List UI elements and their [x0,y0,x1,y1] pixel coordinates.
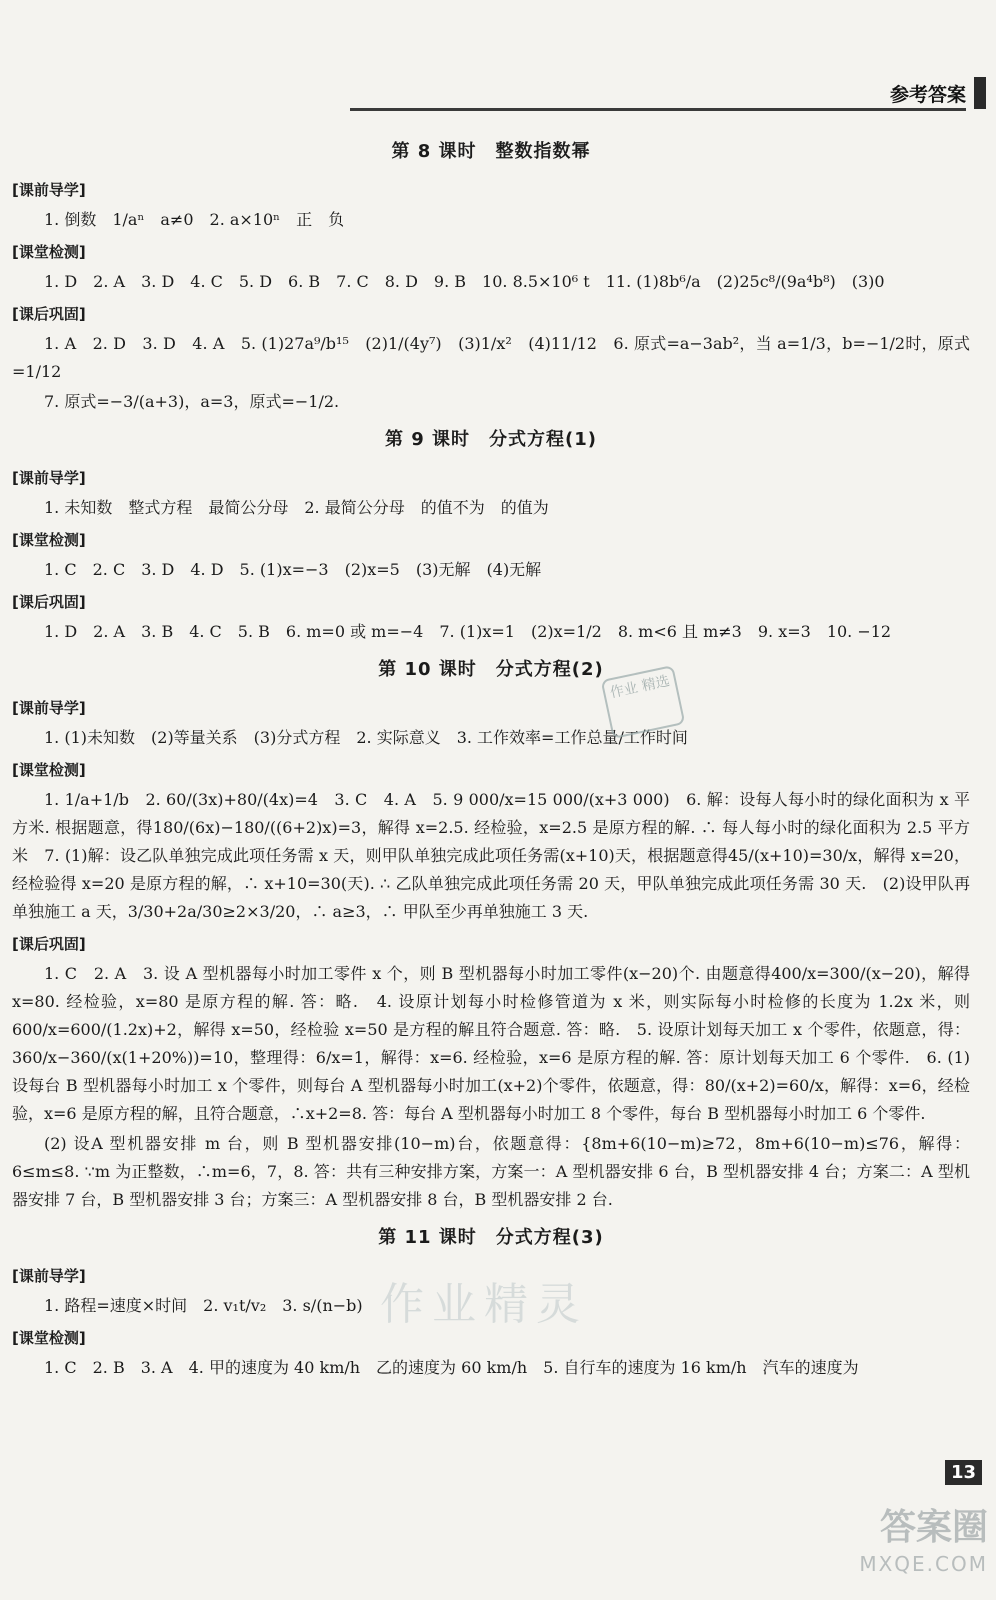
answer-line: 1. C 2. B 3. A 4. 甲的速度为 40 km/h 乙的速度为 60 km/h 5. 自行车的速度为 16 km/h 汽车的速度为 [44,1358,859,1377]
answer-line: 1. 倒数 1/aⁿ a≠0 2. a×10ⁿ 正 负 [44,210,345,229]
section-label: [课前导学] [12,1267,86,1285]
answer-line: 1. C 2. A 3. 设 A 型机器每小时加工零件 x 个，则 B 型机器每小时加工零件(x−20)个. 由题意得400/x=300/(x−20)，解得 x=80. 经检验，x=80 是原方程的解. 答：略. 4. 设原计划每小时检修管道为 x 米，则实际每小时检修的长度为 1.2x 米，则600/x=600/(1.2x)+2，解得 x=50，经检验 x=50 是方程的解且符合题意. 答：略. 5. 设原计划每天加工 x 个零件，依题意，得：360/x−360/(x(1+20%))=10，整理得：6/x=1，解得：x=6. 经检验，x=6 是原方程的解. 答：原计划每天加工 6 个零件. 6. (1) 设每台 B 型机器每小时加工 x 个零件，则每台 A 型机器每小时加工(x+2)个零件，依题意，得：80/(x+2)=60/x，解得：x=6，经检验，x=6 是原方程的解，且符合题意，∴x+2=8. 答：每台 A 型机器每小时加工 8 个零件，每台 B 型机器每小时加工 6 个零件. [12,964,970,1123]
page-header [882,76,986,110]
section-label: [课前导学] [12,181,86,199]
section-label: [课堂检测] [12,1329,86,1347]
section-label: [课堂检测] [12,243,86,261]
section-label: [课前导学] [12,699,86,717]
answer-line: 1. C 2. C 3. D 4. D 5. (1)x=−3 (2)x=5 (3)无解 (4)无解 [44,560,542,579]
stamp-watermark: 作业 精选 [601,665,686,739]
section-label: [课后巩固] [12,935,86,953]
header-rule [350,108,966,111]
answer-line: 7. 原式=−3/(a+3)，a=3，原式=−1/2. [44,392,340,411]
text-watermark: 作业精灵 [380,1279,588,1330]
header-title: 参考答案 [889,83,966,106]
lesson-title: 第 11 课时 分式方程(3) [378,1227,604,1248]
section-label: [课堂检测] [12,531,86,549]
section-label: [课后巩固] [12,305,86,323]
section-label: [课后巩固] [12,593,86,611]
section-label: [课堂检测] [12,761,86,779]
answer-line: (2) 设A 型机器安排 m 台，则 B 型机器安排(10−m)台，依题意得：{8m+6(10−m)≥72，8m+6(10−m)≤76，解得：6≤m≤8. ∵m 为正整数，∴m=6，7，8. 答：共有三种安排方案，方案一：A 型机器安排 6 台，B 型机器安排 4 台；方案二：A 型机器安排 7 台，B 型机器安排 3 台；方案三：A 型机器安排 8 台，B 型机器安排 2 台. [12,1134,970,1209]
logo-url: MXQE.COM [859,1552,988,1576]
corner-logo [812,1504,988,1594]
lesson-title: 第 9 课时 分式方程(1) [384,429,598,450]
answer-content [12,128,970,1384]
header-bar [974,77,986,109]
section-label: [课前导学] [12,469,86,487]
answer-line: 1. D 2. A 3. D 4. C 5. D 6. B 7. C 8. D 9. B 10. 8.5×10⁶ t 11. (1)8b⁶/a (2)25c⁸/(9a⁴b⁸) (3)0 [44,272,885,291]
answer-line: 1. 未知数 整式方程 最简公分母 2. 最简公分母 的值不为 的值为 [44,498,549,517]
answer-line: 1. (1)未知数 (2)等量关系 (3)分式方程 2. 实际意义 3. 工作效率=工作总量/工作时间 [44,728,688,747]
page-number: 13 [945,1460,982,1485]
lesson-title: 第 8 课时 整数指数幂 [391,141,591,162]
answer-line: 1. D 2. A 3. B 4. C 5. B 6. m=0 或 m=−4 7. (1)x=1 (2)x=1/2 8. m<6 且 m≠3 9. x=3 10. −12 [44,622,892,641]
logo-text: 答案圈 [879,1507,988,1548]
lesson-title: 第 10 课时 分式方程(2) [378,659,604,680]
answer-line: 1. A 2. D 3. D 4. A 5. (1)27a⁹/b¹⁵ (2)1/(4y⁷) (3)1/x² (4)11/12 6. 原式=a−3ab²，当 a=1/3，b=−1/2时，原式=1/12 [12,334,970,381]
answer-line: 1. 1/a+1/b 2. 60/(3x)+80/(4x)=4 3. C 4. A 5. 9 000/x=15 000/(x+3 000) 6. 解：设每人每小时的绿化面积为 x 平方米. 根据题意，得180/(6x)−180/((6+2)x)=3，解得 x=2.5. 经检验，x=2.5 是原方程的解. ∴ 每人每小时的绿化面积为 2.5 平方米 7. (1)解：设乙队单独完成此项任务需 x 天，则甲队单独完成此项任务需(x+10)天，根据题意得45/(x+10)=30/x，解得 x=20，经检验得 x=20 是原方程的解，∴ x+10=30(天). ∴ 乙队单独完成此项任务需 20 天，甲队单独完成此项任务需 30 天. (2)设甲队再单独施工 a 天，3/30+2a/30≥2×3/20，∴ a≥3，∴ 甲队至少再单独施工 3 天. [12,790,970,921]
answer-line: 1. 路程=速度×时间 2. v₁t/v₂ 3. s/(n−b) [44,1296,363,1315]
